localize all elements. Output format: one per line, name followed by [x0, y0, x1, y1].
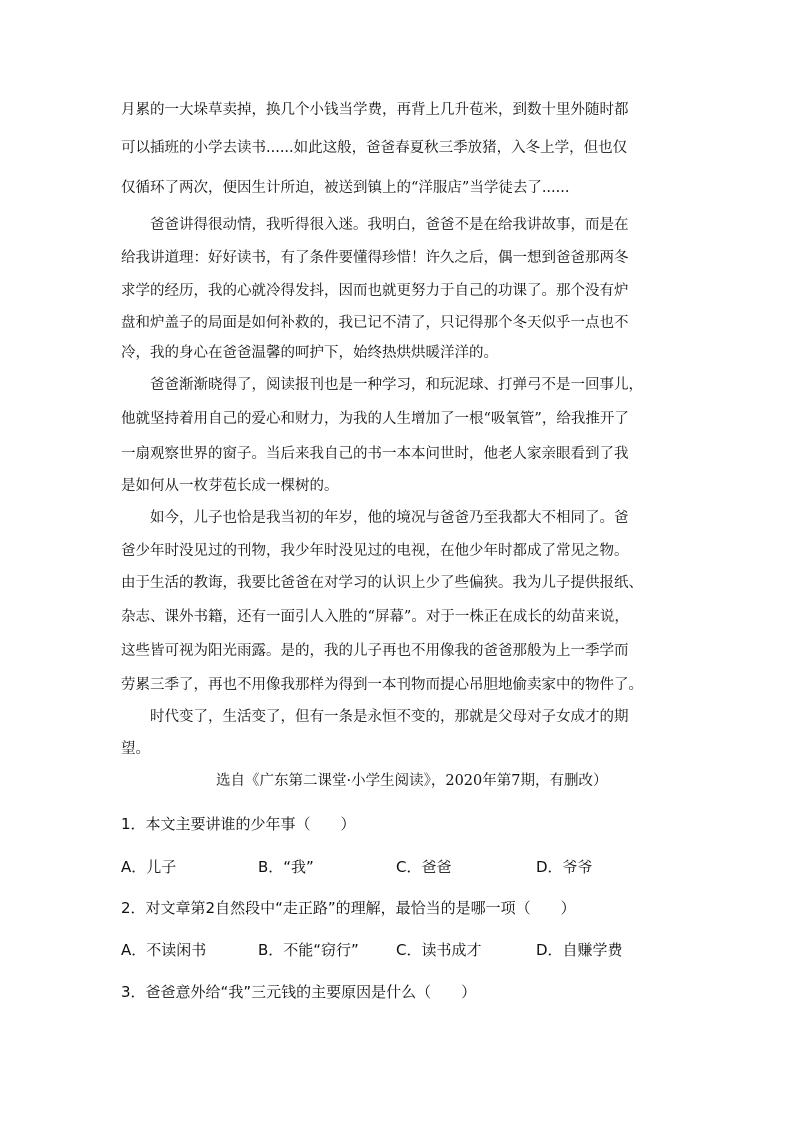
passage-p1-line-3: 仅循环了两次，便因生计所迫，被送到镇上的“洋服店”当学徒去了...... [121, 180, 570, 196]
question-1-option-b: B．“我” [258, 858, 314, 876]
passage-p1-line-1: 月累的一大垛草卖掉，换几个小钱当学费，再背上几升苞米，到数十里外随时都 [121, 102, 629, 118]
question-2-stem: 2．对文章第2自然段中“走正路”的理解，最恰当的是哪一项（ ） [121, 899, 576, 917]
passage-p4-line-2: 爸少年时没见过的刊物，我少年时没见过的电视，在他少年时都成了常见之物。 [121, 543, 629, 559]
passage-p2-line-2: 给我讲道理：好好读书，有了条件要懂得珍惜！许久之后，偶一想到爸爸那两冬 [121, 250, 629, 266]
passage-p4-line-1: 如今，儿子也恰是我当初的年岁，他的境况与爸爸乃至我都大不相同了。爸 [150, 510, 629, 526]
passage-p2-line-5: 冷，我的身心在爸爸温馨的呵护下，始终热烘烘暖洋洋的。 [121, 345, 498, 361]
passage-p3-line-4: 是如何从一枚芽苞长成一棵树的。 [121, 478, 339, 494]
question-2-option-a: A．不读闲书 [121, 941, 207, 959]
question-1-option-c: C．爸爸 [396, 858, 452, 876]
question-2-option-b: B．不能“窃行” [258, 941, 359, 959]
passage-p5-line-1: 时代变了，生活变了，但有一条是永恒不变的，那就是父母对子女成才的期 [150, 709, 629, 725]
passage-p4-line-6: 劳累三季了，再也不用像我那样为得到一本刊物而提心吊胆地偷卖家中的物件了。 [121, 677, 643, 693]
question-1-option-d: D．爷爷 [536, 858, 593, 876]
passage-p3-line-2: 他就坚持着用自己的爱心和财力，为我的人生增加了一根“吸氧管”，给我推开了 [121, 411, 629, 427]
question-1-option-a: A．儿子 [121, 858, 177, 876]
passage-p2-line-1: 爸爸讲得很动情，我听得很入迷。我明白，爸爸不是在给我讲故事，而是在 [150, 217, 629, 233]
passage-p1-line-2: 可以插班的小学去读书......如此这般，爸爸春夏秋三季放猪，入冬上学，但也仅 [121, 140, 628, 156]
question-2-option-c: C．读书成才 [396, 941, 482, 959]
passage-p5-line-2: 望。 [121, 741, 150, 757]
question-1-stem: 1．本文主要讲谁的少年事（ ） [121, 815, 356, 833]
source-citation: 选自《广东第二课堂·小学生阅读》，2020年第7期，有删改） [216, 773, 608, 789]
passage-p3-line-3: 一扇观察世界的窗子。当后来我自己的书一本本问世时，他老人家亲眼看到了我 [121, 446, 629, 462]
passage-p4-line-3: 由于生活的教诲，我要比爸爸在对学习的认识上少了些偏狭。我为儿子提供报纸、 [121, 575, 643, 591]
question-2-option-d: D．自赚学费 [536, 941, 623, 959]
passage-p3-line-1: 爸爸渐渐晓得了，阅读报刊也是一种学习，和玩泥球、打弹弓不是一回事儿， [150, 377, 643, 393]
passage-p2-line-4: 盘和炉盖子的局面是如何补救的，我已记不清了，只记得那个冬天似乎一点也不 [121, 315, 629, 331]
question-3-stem: 3．爸爸意外给“我”三元钱的主要原因是什么（ ） [121, 983, 477, 1001]
passage-p4-line-4: 杂志、课外书籍，还有一面引人入胜的“屏幕”。对于一株正在成长的幼苗来说， [121, 609, 629, 625]
passage-p4-line-5: 这些皆可视为阳光雨露。是的，我的儿子再也不用像我的爸爸那般为上一季学而 [121, 643, 629, 659]
passage-p2-line-3: 求学的经历，我的心就冷得发抖，因而也就更努力于自己的功课了。那个没有炉 [121, 283, 629, 299]
